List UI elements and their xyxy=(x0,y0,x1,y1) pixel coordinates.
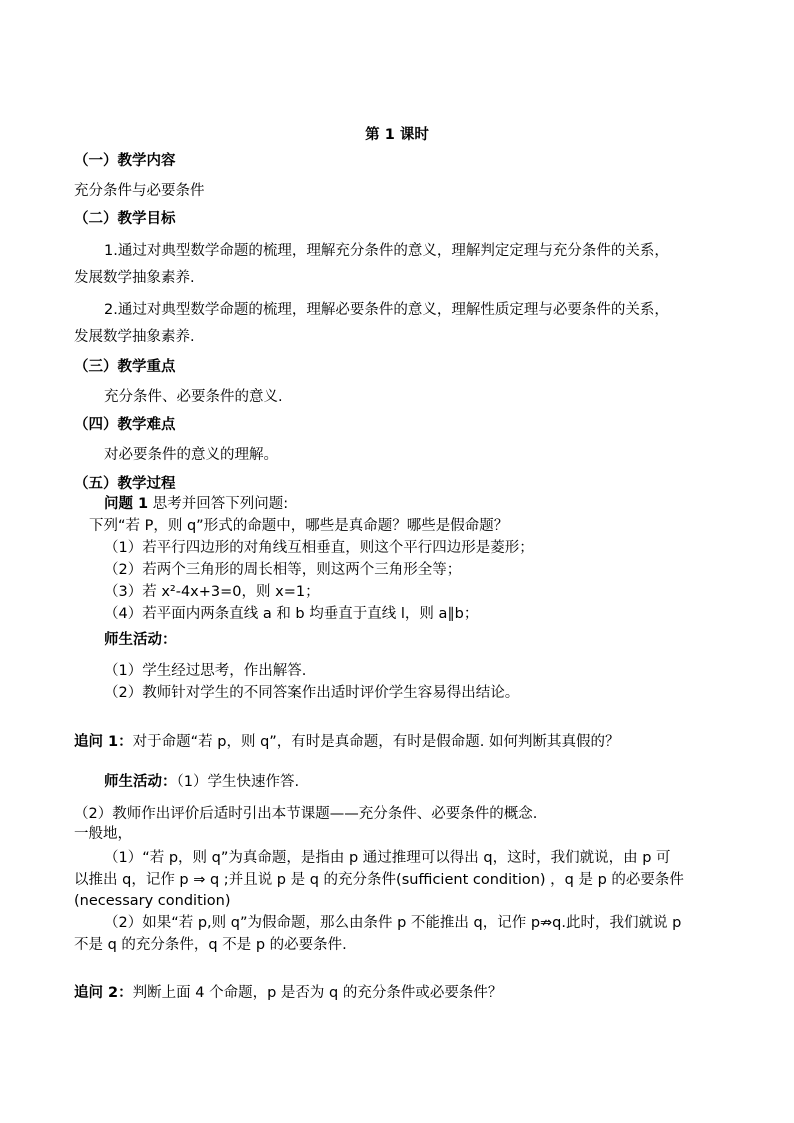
def1-line3: (necessary condition) xyxy=(74,893,231,909)
difficulty-heading: （四）教学难点 xyxy=(74,417,176,433)
def2-line1: （2）如果“若 p,则 q”为假命题，那么由条件 p 不能推出 q，记作 p⇏q.此时，我们就说 p xyxy=(104,915,682,931)
goal1-line2: 发展数学抽象素养. xyxy=(74,270,195,286)
def1-line1: （1）“若 p，则 q”为真命题，是指由 p 通过推理可以得出 q，这时，我们就说，由 p 可 xyxy=(104,850,671,866)
problem1-label: 问题 1 xyxy=(104,496,149,512)
goal2-line2: 发展数学抽象素养. xyxy=(74,329,195,345)
problem1-question: 下列“若 P，则 q”形式的命题中，哪些是真命题？哪些是假命题？ xyxy=(89,518,509,534)
followup1-text: 对于命题“若 p，则 q”，有时是真命题，有时是假命题. 如何判断其真假的？ xyxy=(132,734,620,750)
key-text: 充分条件、必要条件的意义. xyxy=(104,389,283,405)
followup1-activity-text: （1）学生快速作答. xyxy=(176,774,300,790)
activity-label-2: 师生活动： xyxy=(104,774,177,790)
activity-2: （2）教师针对学生的不同答案作出适时评价学生容易得出结论。 xyxy=(104,685,520,701)
problem1-line xyxy=(104,493,288,515)
key-heading: （三）教学重点 xyxy=(74,359,176,375)
page-title: 第 1 课时 xyxy=(365,127,429,143)
explain-1: （2）教师作出评价后适时引出本节课题——充分条件、必要条件的概念. xyxy=(74,806,538,822)
followup1-label: 追问 1： xyxy=(74,734,133,750)
problem1-item-3: （3）若 x²-4x+3=0，则 x=1； xyxy=(104,584,320,600)
problem1-item-2: （2）若两个三角形的周长相等，则这两个三角形全等； xyxy=(104,562,462,578)
followup1-activity xyxy=(104,771,299,793)
content-heading: （一）教学内容 xyxy=(74,153,176,169)
followup2-label: 追问 2： xyxy=(74,985,133,1001)
activity-1: （1）学生经过思考，作出解答. xyxy=(104,663,307,679)
def1-line2: 以推出 q，记作 p ⇒ q ;并且说 p 是 q 的充分条件(sufficient condition) ，q 是 p 的必要条件 xyxy=(74,872,684,888)
goal2-line1: 2.通过对典型数学命题的梳理，理解必要条件的意义，理解性质定理与必要条件的关系， xyxy=(104,302,669,318)
followup2-text: 判断上面 4 个命题，p 是否为 q 的充分条件或必要条件？ xyxy=(132,985,503,1001)
problem1-item-4: （4）若平面内两条直线 a 和 b 均垂直于直线 l，则 a∥b； xyxy=(104,606,479,622)
goal1-line1: 1.通过对典型数学命题的梳理，理解充分条件的意义，理解判定定理与充分条件的关系， xyxy=(104,243,669,259)
difficulty-text: 对必要条件的意义的理解。 xyxy=(104,447,278,463)
followup2-line xyxy=(74,982,502,1004)
def2-line2: 不是 q 的充分条件，q 不是 p 的必要条件. xyxy=(74,937,347,953)
followup1-line xyxy=(74,731,620,753)
content-text: 充分条件与必要条件 xyxy=(74,183,205,199)
goals-heading: （二）教学目标 xyxy=(74,211,176,227)
explain-2: 一般地， xyxy=(74,826,132,842)
activity-label-1: 师生活动： xyxy=(104,632,177,648)
problem1-prompt: 思考并回答下列问题: xyxy=(148,496,289,512)
problem1-item-1: （1）若平行四边形的对角线互相垂直，则这个平行四边形是菱形； xyxy=(104,540,534,556)
process-heading: （五）教学过程 xyxy=(74,476,176,492)
